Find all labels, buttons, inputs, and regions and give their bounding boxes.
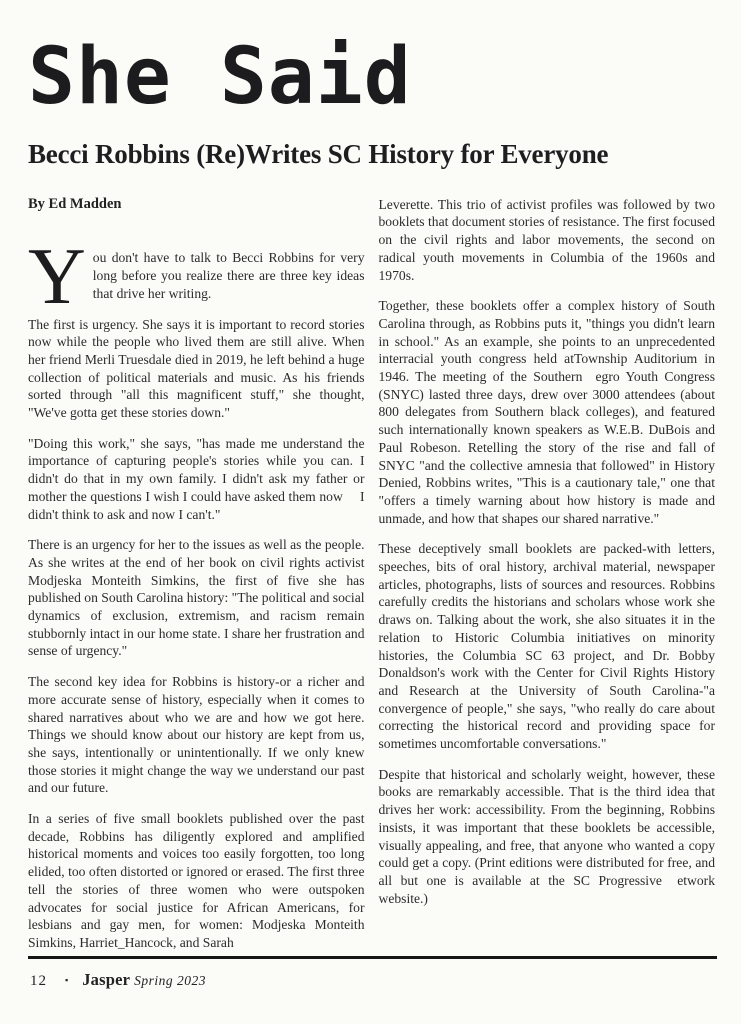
paragraph: These deceptively small booklets are packed-with letters, speeches, bits of oral history, archival material, newspaper articles, photographs, lists of sources and resources. Robbins carefully credits the historians and scholars whose work she draws on. Talking about the work, she also situates it in the relation to Historic Columbia initiatives on minority histories, the Columbia SC 63 project, and Dr. Bobby Donaldson's work with the Center for Civil Rights History and Research at the University of South Carolina-"a convergence of people," she says, "who really do care about correcting the historical record and providing space for sometimes uncomfortable conversations." bbox=[378, 541, 715, 752]
article-columns bbox=[28, 196, 715, 965]
page-number: 12 bbox=[30, 973, 47, 989]
magazine-name: Jasper bbox=[82, 970, 131, 989]
paragraph: In a series of five small booklets published over the past decade, Robbins has diligently explored and amplified historical moments and voices too easily forgotten, too long elided, too often distorted or ignored or erased. The first three tell the stories of three women who were outspoken advocates for social justice for African Americans, for lesbians and gay men, for women: Modjeska Monteith Simkins, Harriet_Hancock, and Sarah bbox=[28, 811, 365, 950]
paragraph: "Doing this work," she says, "has made me understand the importance of capturing people's stories while you can. I didn't do that in my own family. I didn't ask my father or mother the questions I wish I could have asked them now I didn't think to ask and now I can't." bbox=[28, 435, 365, 522]
paragraph: Together, these booklets offer a complex history of South Carolina through, as Robbins puts it, "things you didn't learn in school." As an example, she points to an unprecedented interracial youth congress held atTownship Auditorium in 1946. The meeting of the Southern egro Youth Congress (SNYC) lasted three days, drew over 3000 attendees (about 800 delegates from Southern black colleges), and featured such internationally known speakers as W.E.B. DuBois and Paul Robeson. Retelling the story of the rise and fall of SNYC "and the collective amnesia that followed" in History Denied, Robbins writes, "This is a cautionary tale," one that "offers a timely warning about how history is made and unmade, and how that shapes our shared narrative." bbox=[378, 298, 715, 526]
page-title: She Said bbox=[28, 32, 412, 122]
footer-rule bbox=[28, 956, 717, 959]
right-column bbox=[379, 196, 716, 965]
paragraph: There is an urgency for her to the issues as well as the people. As she writes at the end of her book on civil rights activist Modjeska Monteith Simkins, the first of five she has published on South Carolina history: "The political and social dynamics of exclusion, extremism, and racism remain stubbornly intact in our home state. I share her frustration and sense of urgency." bbox=[28, 537, 365, 659]
article-subtitle: Becci Robbins (Re)Writes SC History for Everyone bbox=[28, 139, 609, 169]
paragraph: Leverette. This trio of activist profiles was followed by two booklets that document stories of resistance. The first focused on the civil rights and labor movements, the second on radical youth movements in Columbia of the 1960s and 1970s. bbox=[378, 196, 715, 283]
lead-paragraph-text: ou don't have to talk to Becci Robbins for very long before you realize there are three key ideas that drive her writing. bbox=[92, 250, 365, 301]
lead-paragraph bbox=[28, 233, 365, 322]
square-bullet-icon: ▪ bbox=[65, 975, 69, 985]
page-footer bbox=[30, 970, 206, 990]
paragraph: The first is urgency. She says it is important to record stories now while the people who lived them are still alive. When her friend Merli Truesdale died in 2019, he left behind a huge collection of political materials and music. As his friends sorted through "all this magnificent stuff," she thought, "We've gotta get these stories down." bbox=[28, 316, 365, 421]
paragraph: Despite that historical and scholarly weight, however, these books are remarkably accessible. That is the third idea that drives her work: accessibility. From the beginning, Robbins insists, it was important that these booklets be accessible, visually appealing, and free, that anyone who wanted a copy could get a copy. (Print editions were distributed for free, and all but one is available at the SC Progressive etwork website.) bbox=[378, 766, 715, 906]
left-column bbox=[28, 196, 365, 965]
byline: By Ed Madden bbox=[28, 195, 122, 212]
paragraph: The second key idea for Robbins is history-or a richer and more accurate sense of history, especially when it comes to shared narratives about who we are and how we got here. Things we should know about our history are kept from us, she says, intentionally or unintentionally. If we only knew those stories it might change the way we understand our past and our future. bbox=[28, 674, 365, 796]
drop-cap: Y bbox=[28, 233, 86, 322]
issue-label: Spring 2023 bbox=[134, 973, 207, 988]
